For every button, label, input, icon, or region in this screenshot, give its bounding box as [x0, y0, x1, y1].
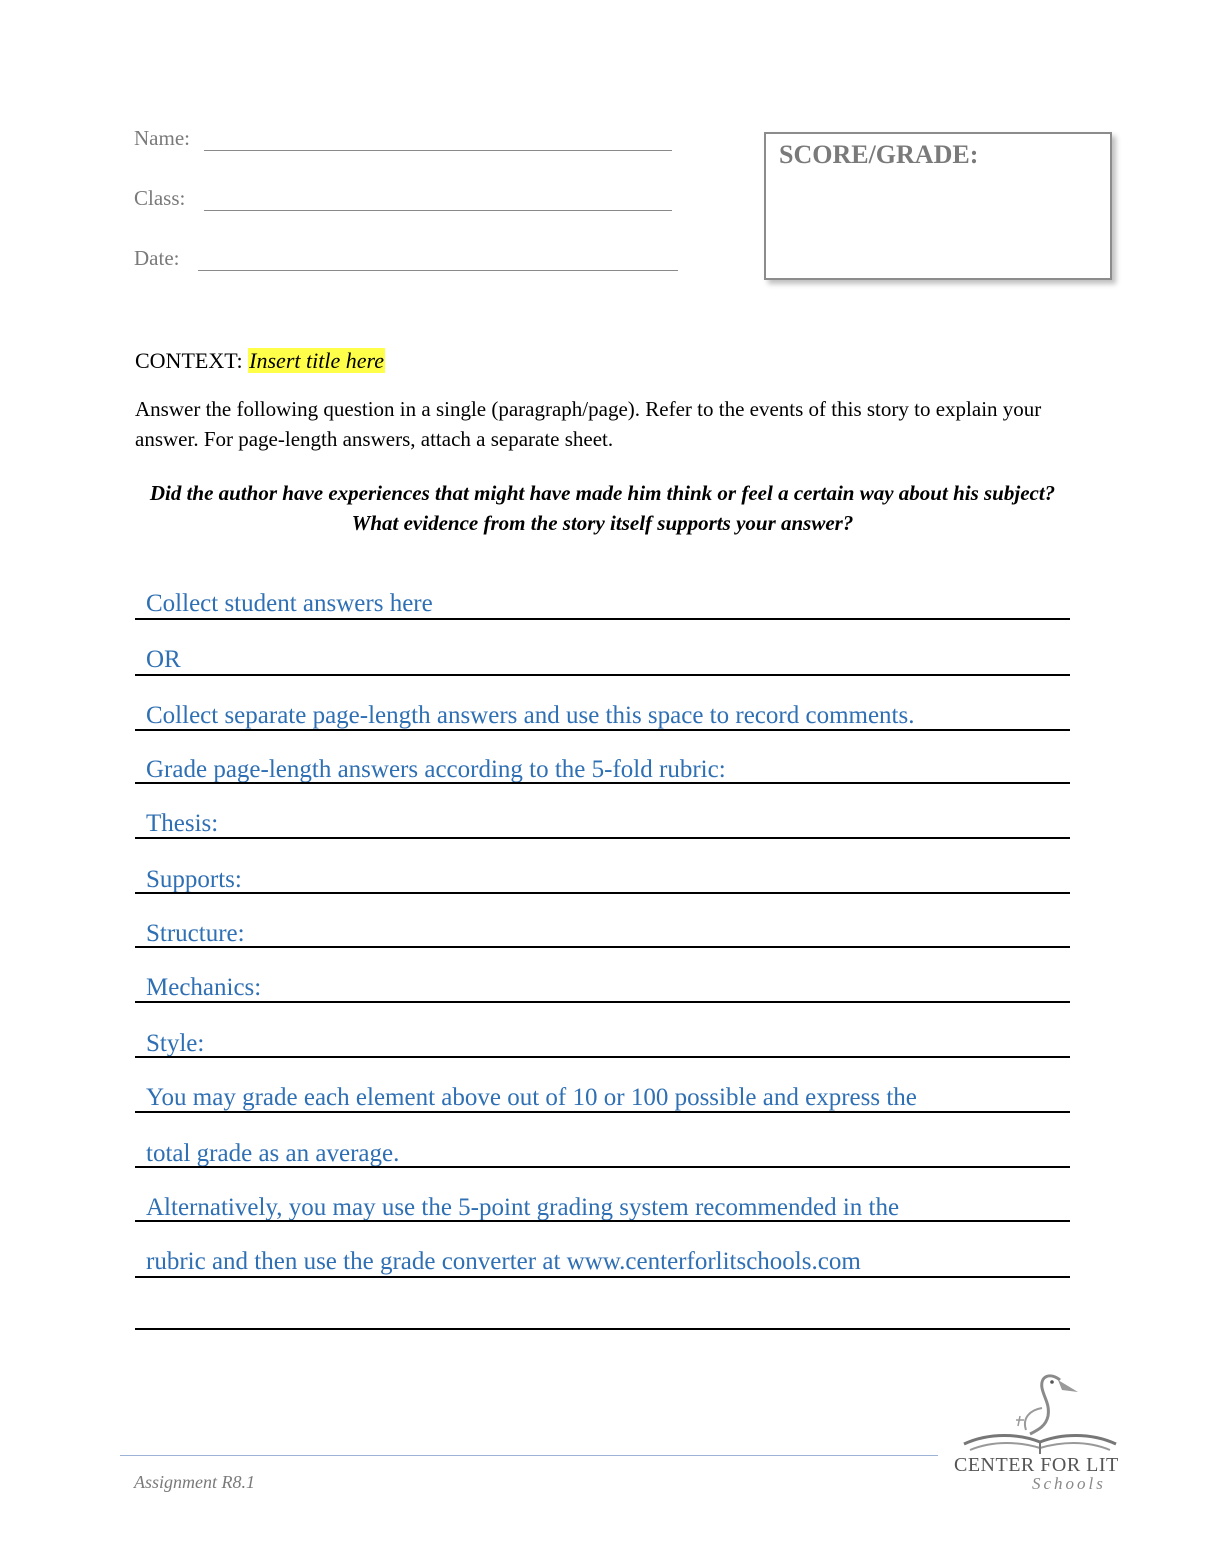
answer-line[interactable] — [135, 674, 1070, 676]
logo-subtext: Schools — [1032, 1474, 1106, 1493]
footer-divider — [120, 1455, 938, 1456]
answer-line-text: Thesis: — [146, 810, 219, 837]
center-for-lit-logo — [950, 1368, 1130, 1498]
context-line — [135, 348, 385, 374]
logo-wordmark: CENTER FOR LIT — [954, 1454, 1119, 1476]
answer-line-text: OR — [146, 646, 181, 673]
answer-line[interactable] — [135, 618, 1070, 620]
instructions: Answer the following question in a single (paragraph/page). Refer to the events of this story to explain your answer. For page-length answers, attach a separate sheet. — [135, 397, 1042, 451]
answer-line[interactable] — [135, 892, 1070, 894]
answer-line-text: Collect student answers here — [146, 590, 433, 617]
answer-line-text: rubric and then use the grade converter at www.centerforlitschools.com — [146, 1248, 861, 1275]
answer-line[interactable] — [135, 1220, 1070, 1222]
score-grade-box[interactable] — [764, 132, 1112, 280]
score-grade-title: SCORE/GRADE: — [779, 140, 979, 169]
answer-line[interactable] — [135, 1328, 1070, 1330]
answer-line[interactable] — [135, 1111, 1070, 1113]
class-label: Class: — [134, 186, 186, 210]
context-label: CONTEXT: — [135, 348, 243, 373]
answer-line-text: Mechanics: — [146, 974, 262, 1001]
pelican-book-icon — [950, 1368, 1130, 1458]
answer-line-text: Alternatively, you may use the 5-point grading system recommended in the — [146, 1194, 900, 1221]
answer-line-text: Style: — [146, 1030, 205, 1057]
answer-line[interactable] — [135, 1056, 1070, 1058]
answer-line-text: Collect separate page-length answers and use this space to record comments. — [146, 702, 915, 729]
answer-line-text: total grade as an average. — [146, 1140, 400, 1167]
answer-line[interactable] — [135, 946, 1070, 948]
answer-line[interactable] — [135, 782, 1070, 784]
answer-line-text: Grade page-length answers according to the 5-fold rubric: — [146, 756, 726, 783]
question-prompt: Did the author have experiences that might have made him think or feel a certain way about his subject? What evidence from the story itself supports your answer? — [149, 481, 1056, 535]
answer-line[interactable] — [135, 837, 1070, 839]
answer-line[interactable] — [135, 1166, 1070, 1168]
answer-line-text: You may grade each element above out of 10 or 100 possible and express the — [146, 1084, 917, 1111]
assignment-label: Assignment R8.1 — [134, 1472, 255, 1492]
answer-line[interactable] — [135, 1276, 1070, 1278]
name-label: Name: — [134, 126, 190, 150]
answer-line[interactable] — [135, 1001, 1070, 1003]
date-field[interactable] — [198, 270, 678, 271]
answer-line[interactable] — [135, 729, 1070, 731]
class-field[interactable] — [204, 210, 672, 211]
answer-line-text: Structure: — [146, 920, 245, 947]
date-label: Date: — [134, 246, 180, 270]
title-placeholder[interactable]: Insert title here — [249, 348, 384, 373]
answer-line-text: Supports: — [146, 866, 242, 893]
name-field[interactable] — [204, 150, 672, 151]
